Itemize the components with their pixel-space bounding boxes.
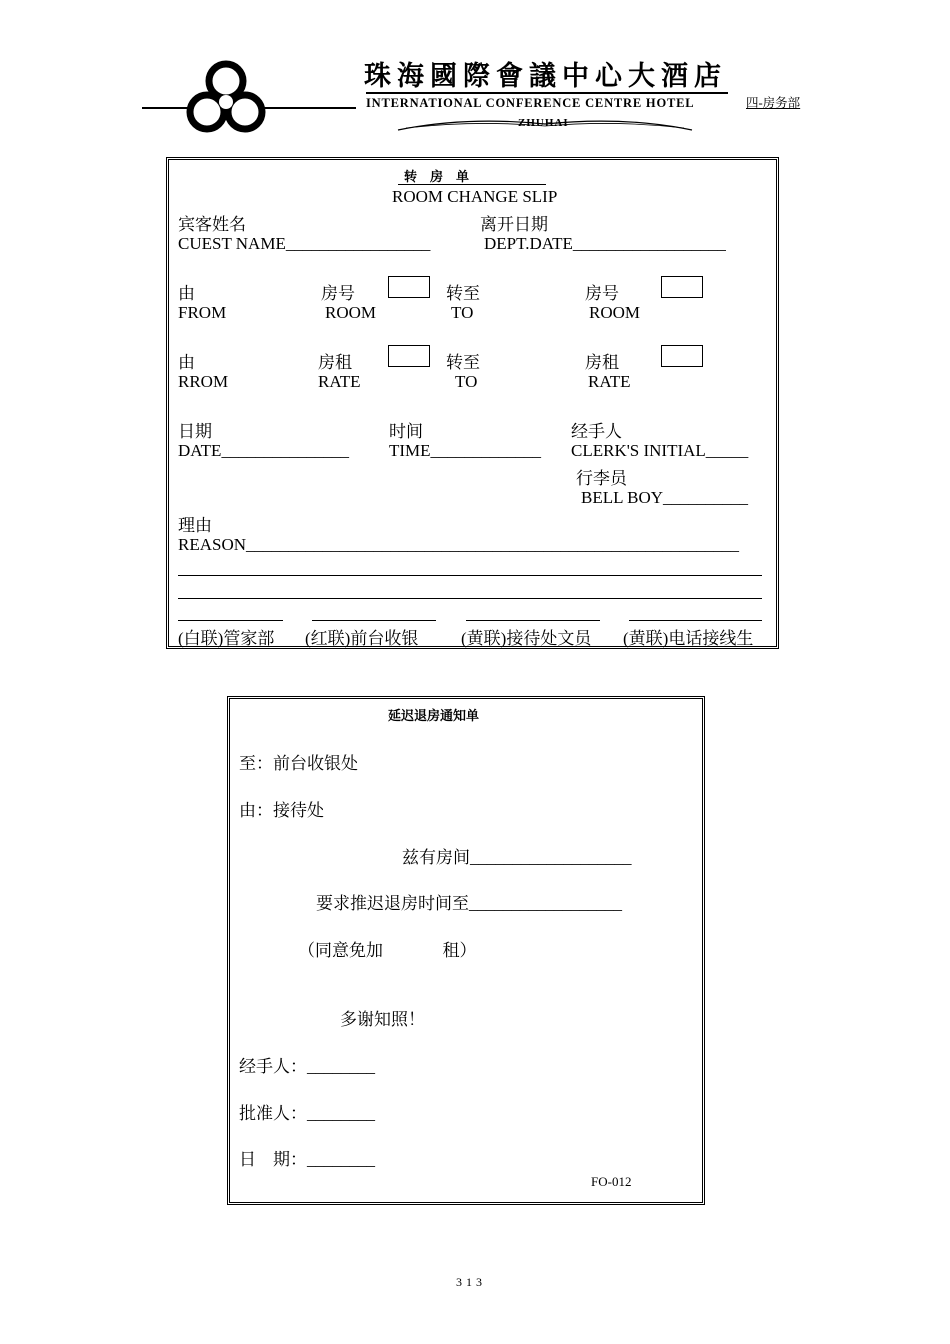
header-mid-rule xyxy=(264,107,356,109)
notice-date-field[interactable]: 日 期：________ xyxy=(239,1150,375,1169)
to2-en: TO xyxy=(455,372,478,391)
hotel-name-en: INTERNATIONAL CONFERENCE CENTRE HOTEL xyxy=(366,96,695,110)
hotel-name-rule xyxy=(366,92,728,94)
to-rate-box[interactable] xyxy=(661,345,703,367)
dept-date-cn: 离开日期 xyxy=(480,215,548,234)
date-field[interactable]: DATE_______________ xyxy=(178,441,349,460)
rate-en: RATE xyxy=(318,372,361,391)
agree-fee-line: （同意免加 租） xyxy=(298,941,477,960)
copy-signature-line[interactable] xyxy=(312,620,436,621)
notice-to-line: 至：前台收银处 xyxy=(239,754,358,773)
slip-title-en: ROOM CHANGE SLIP xyxy=(392,187,558,206)
approver-signature-field[interactable]: 批准人：________ xyxy=(239,1104,375,1123)
room2-cn: 房号 xyxy=(585,284,619,303)
room-cn: 房号 xyxy=(321,284,355,303)
room-number-field[interactable]: 兹有房间___________________ xyxy=(402,848,632,867)
from2-cn: 由 xyxy=(178,353,195,372)
from-cn: 由 xyxy=(178,284,195,303)
to2-cn: 转至 xyxy=(446,353,480,372)
copy-label-yellow-operator: (黄联)电话接线生 xyxy=(623,629,754,648)
notice-title: 延迟退房通知单 xyxy=(388,708,480,723)
dept-date-field[interactable]: DEPT.DATE__________________ xyxy=(484,234,726,253)
slip-title-cn: 转 房 单 xyxy=(404,169,470,184)
reason-line-2[interactable] xyxy=(178,575,762,576)
department-label: 四-房务部 xyxy=(746,96,801,110)
rate-cn: 房租 xyxy=(318,353,352,372)
checkout-time-field[interactable]: 要求推迟退房时间至__________________ xyxy=(316,894,622,913)
from2-en: RROM xyxy=(178,372,229,391)
copy-label-yellow-reception: (黄联)接待处文员 xyxy=(461,629,592,648)
hotel-logo-icon xyxy=(186,60,266,136)
time-cn: 时间 xyxy=(389,422,423,441)
time-field[interactable]: TIME_____________ xyxy=(389,441,542,460)
slip-title-underline xyxy=(398,184,546,185)
reason-field[interactable]: REASON__________________________________________________________ xyxy=(178,535,740,554)
guest-name-field[interactable]: CUEST NAME_________________ xyxy=(178,234,431,253)
rate2-en: RATE xyxy=(588,372,631,391)
guest-name-cn: 宾客姓名 xyxy=(178,215,246,234)
from-room-box[interactable] xyxy=(388,276,430,298)
copy-signature-line[interactable] xyxy=(466,620,600,621)
copy-label-white: (白联)管家部 xyxy=(178,629,275,648)
reason-cn: 理由 xyxy=(178,516,212,535)
bellboy-field[interactable]: BELL BOY__________ xyxy=(581,488,749,507)
date-cn: 日期 xyxy=(178,422,212,441)
clerk-cn: 经手人 xyxy=(571,422,622,441)
room-en: ROOM xyxy=(325,303,377,322)
copy-signature-line[interactable] xyxy=(178,620,283,621)
to-cn: 转至 xyxy=(446,284,480,303)
header-left-rule xyxy=(142,107,188,109)
bellboy-cn: 行李员 xyxy=(576,469,627,488)
form-code: FO-012 xyxy=(591,1174,632,1189)
clerk-initial-field[interactable]: CLERK'S INITIAL_____ xyxy=(571,441,749,460)
copy-label-red: (红联)前台收银 xyxy=(305,629,419,648)
hotel-city: ZHUHAI xyxy=(518,117,569,129)
copy-signature-line[interactable] xyxy=(629,620,762,621)
to-room-box[interactable] xyxy=(661,276,703,298)
reason-line-3[interactable] xyxy=(178,598,762,599)
page-number: 313 xyxy=(456,1275,486,1289)
clerk-signature-field[interactable]: 经手人：________ xyxy=(239,1057,375,1076)
rate2-cn: 房租 xyxy=(585,353,619,372)
to-en: TO xyxy=(451,303,474,322)
notice-from-line: 由：接待处 xyxy=(239,801,324,820)
thanks-note: 多谢知照！ xyxy=(340,1010,425,1029)
from-en: FROM xyxy=(178,303,227,322)
hotel-name-cn: 珠海國際會議中心大酒店 xyxy=(364,61,727,92)
room2-en: ROOM xyxy=(589,303,641,322)
from-rate-box[interactable] xyxy=(388,345,430,367)
